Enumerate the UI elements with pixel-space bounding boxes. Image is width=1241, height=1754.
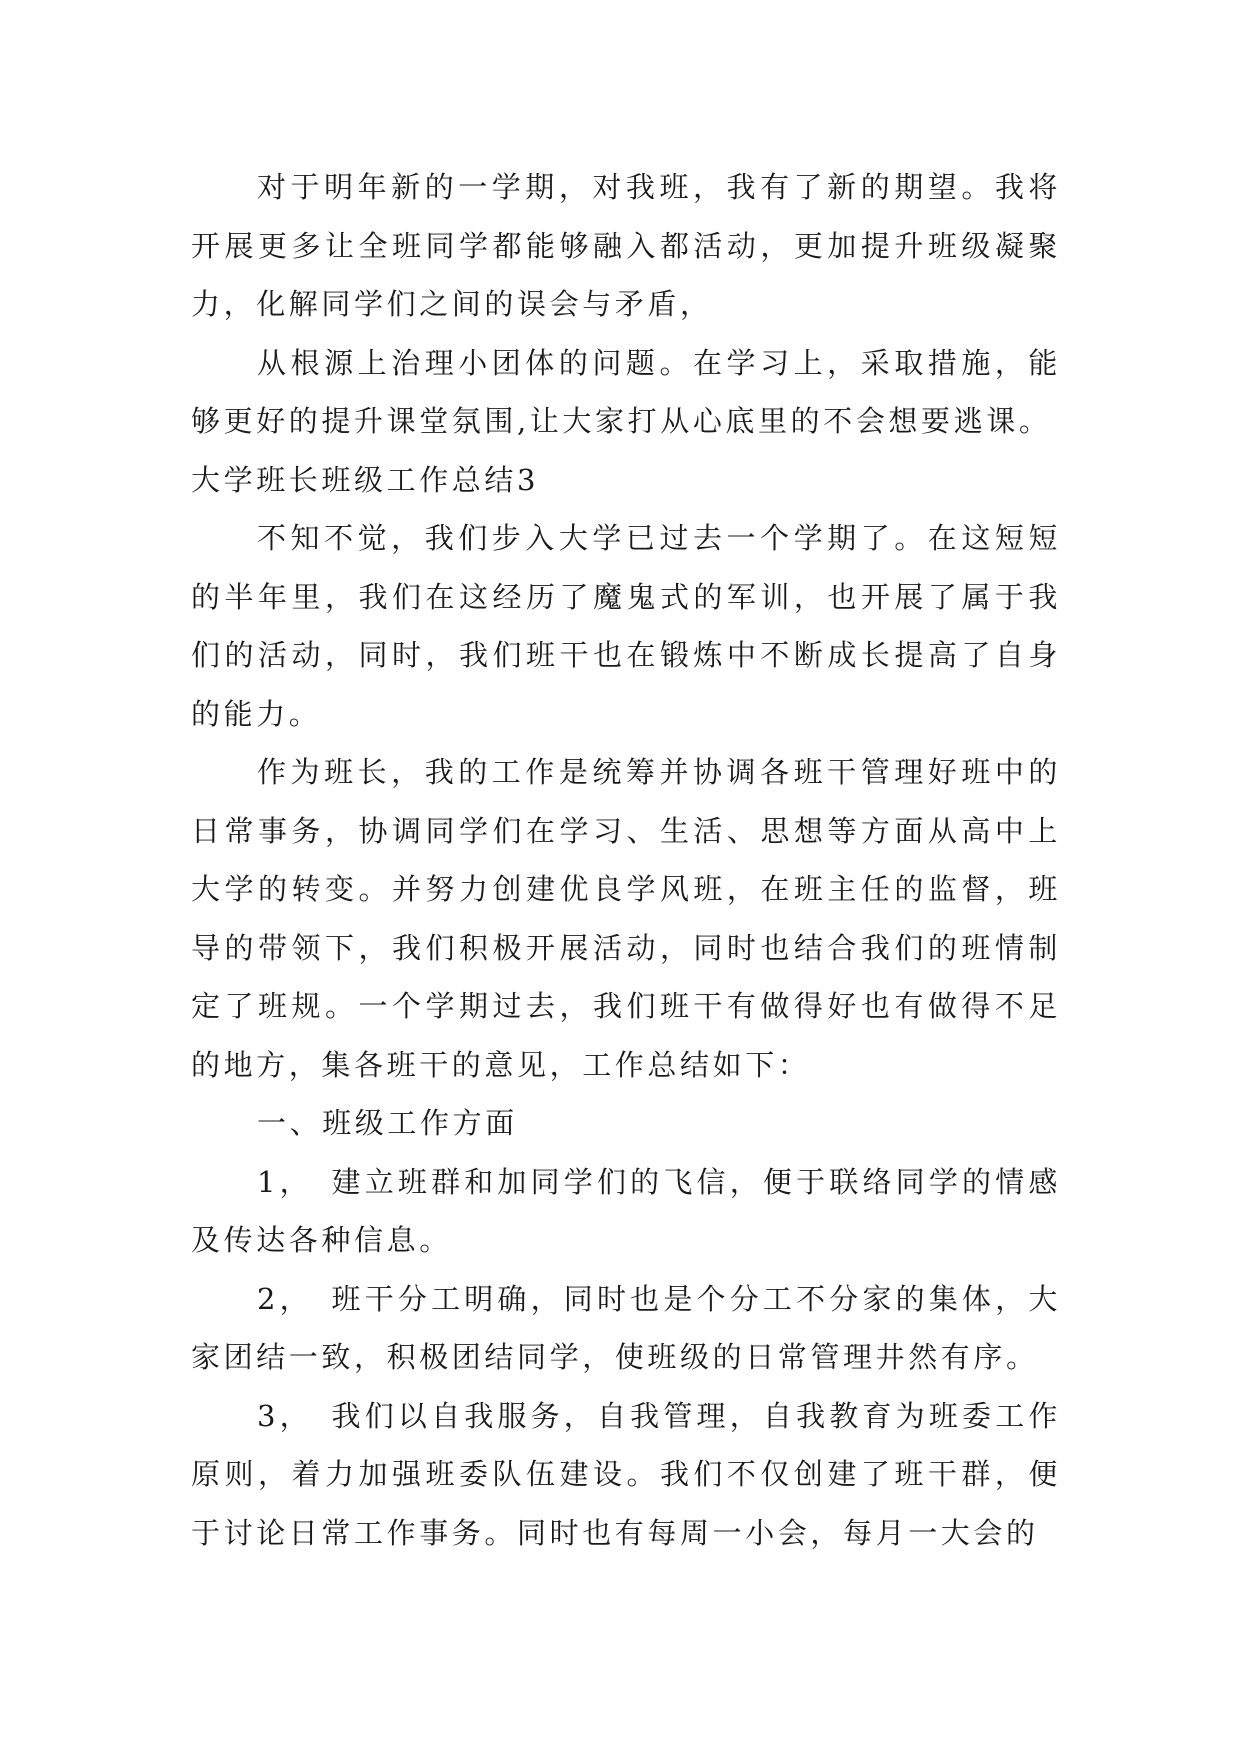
list-item-3: 3， 我们以自我服务，自我管理，自我教育为班委工作原则，着力加强班委队伍建设。我们不仅创建了班干群，便于讨论日常工作事务。同时也有每周一小会，每月一大会的 — [191, 1398, 1061, 1550]
paragraph-expectations: 对于明年新的一学期，对我班，我有了新的期望。我将开展更多让全班同学都能够融入都活动，更加提升班级凝聚力，化解同学们之间的误会与矛盾， — [191, 170, 1061, 321]
list-item-2: 2， 班干分工明确，同时也是个分工不分家的集体，大家团结一致，积极团结同学，使班级的日常管理井然有序。 — [191, 1281, 1061, 1374]
subsection-heading: 一、班级工作方面 — [257, 1106, 518, 1140]
paragraph-intro: 不知不觉，我们步入大学已过去一个学期了。在这短短的半年里，我们在这经历了魔鬼式的军训，也开展了属于我们的活动，同时，我们班干也在锻炼中不断成长提高了自身的能力。 — [191, 521, 1061, 731]
list-item-1: 1， 建立班群和加同学们的飞信，便于联络同学的情感及传达各种信息。 — [191, 1164, 1061, 1257]
paragraph-root-causes: 从根源上治理小团体的问题。在学习上，采取措施，能够更好的提升课堂氛围,让大家打从心底里的不会想要逃课。 — [191, 345, 1061, 438]
document-body — [191, 158, 1061, 1562]
section-heading: 大学班长班级工作总结3 — [191, 462, 540, 497]
paragraph-duties: 作为班长，我的工作是统筹并协调各班干管理好班中的日常事务，协调同学们在学习、生活、思想等方面从高中上大学的转变。并努力创建优良学风班，在班主任的监督，班导的带领下，我们积极开展活动，同时也结合我们的班情制定了班规。一个学期过去，我们班干有做得好也有做得不足的地方，集各班干的意见，工作总结如下： — [191, 755, 1061, 1082]
